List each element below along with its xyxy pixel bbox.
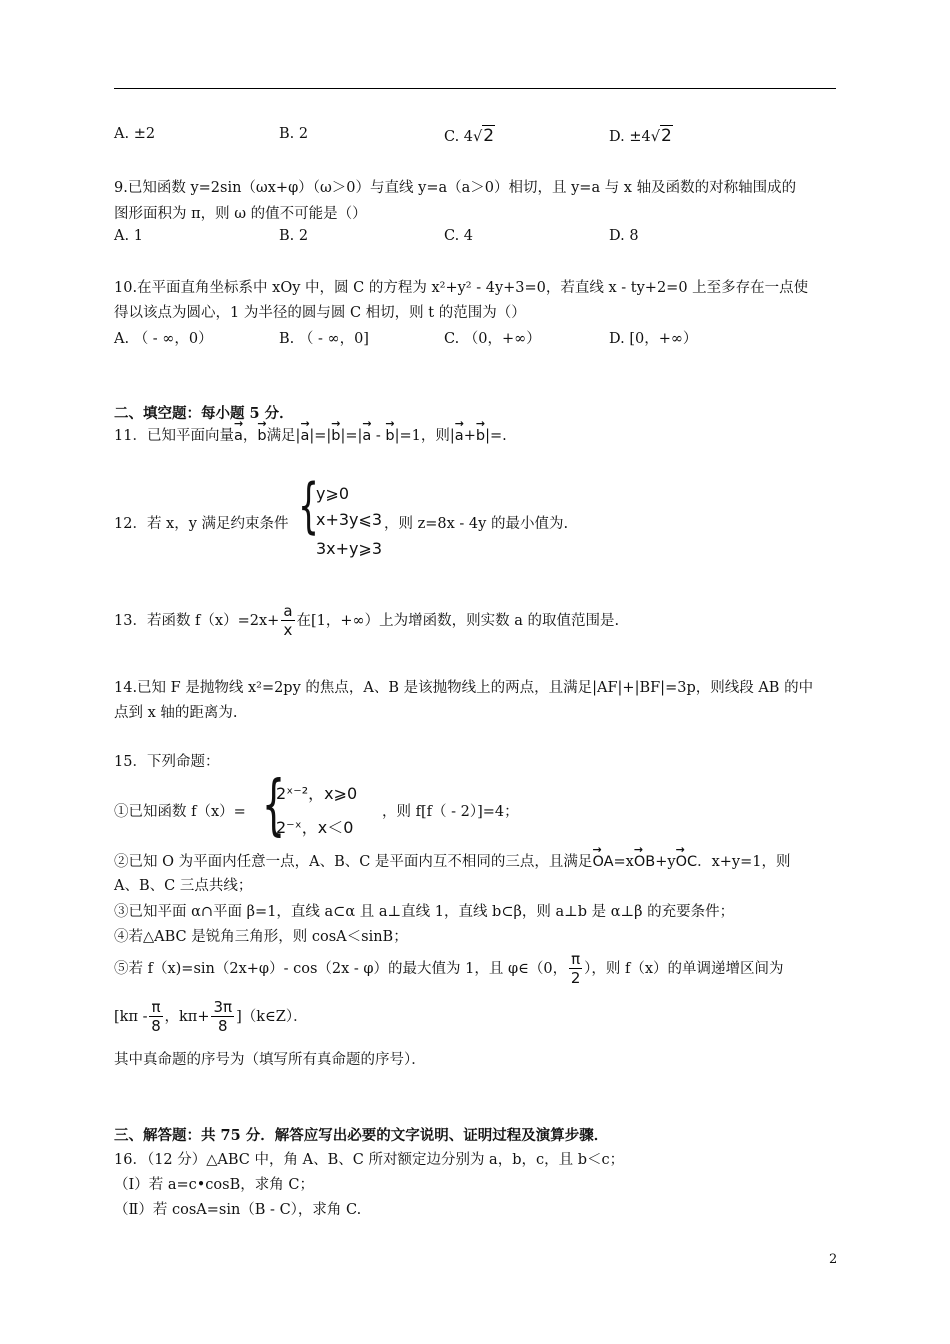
q15-p2-line1: [114, 848, 791, 871]
q11-end: |=.: [485, 428, 507, 444]
q8-option-a: A. ±2: [114, 126, 156, 142]
radicand: 2: [483, 126, 495, 146]
q15-p2-post: ．x+y=1，则: [697, 854, 791, 870]
q9-option-d: D. 8: [609, 228, 639, 244]
q15-p5-fraction-1: [149, 1000, 162, 1034]
q15-p1-case-2: 2⁻ˣ，x＜0: [276, 818, 354, 837]
vector-oa: → OA: [592, 848, 613, 870]
section-3-heading: 三、解答题：共 75 分．解答应写出必要的文字说明、证明过程及演算步骤．: [114, 1127, 609, 1144]
sqrt-icon: √2: [650, 126, 672, 146]
q16-line1: 16．（12 分）△ABC 中，角 A、B、C 所对额定边分别为 a，b，c，且 b＜c；: [114, 1152, 625, 1168]
fraction-numerator: π: [571, 950, 581, 968]
q10-option-d: D. [0，+∞）: [609, 331, 698, 347]
q15-p2-line2: A、B、C 三点共线；: [114, 878, 253, 894]
fraction-denominator: 8: [218, 1017, 228, 1035]
vector-a: → a: [300, 422, 309, 444]
q14-line1: 14.已知 F 是抛物线 x²=2py 的焦点，A、B 是该抛物线上的两点，且满足|AF|+|BF|=3p，则线段 AB 的中: [114, 680, 814, 696]
page-number: 2: [829, 1252, 838, 1267]
q8-option-b: B. 2: [279, 126, 309, 142]
q11-pre: 11．已知平面向量: [114, 428, 234, 444]
q13-fraction: [281, 604, 294, 638]
q15-p2-eq: =x: [613, 854, 634, 870]
q15-p1-post: ，则 f[f（ - 2）]=4；: [382, 804, 519, 820]
q15-p1-case-1: 2ˣ⁻²，x⩾0: [276, 784, 358, 803]
q8-option-c-text: C. 4: [444, 129, 474, 145]
q15-title: 15．下列命题：: [114, 754, 220, 770]
fraction-numerator: π: [151, 998, 161, 1016]
q10-option-a: A. （ - ∞，0）: [114, 331, 213, 347]
left-brace-icon: {: [262, 766, 286, 843]
section-2-heading: 二、填空题：每小题 5 分．: [114, 405, 294, 422]
q15-p1-pre: ①已知函数 f（x）=: [114, 804, 246, 820]
q15-ending: 其中真命题的序号为（填写所有真命题的序号）．: [114, 1052, 426, 1068]
header-rule: [114, 88, 836, 89]
q11-plus: +: [463, 428, 476, 444]
q13: [114, 604, 619, 638]
q11: [114, 422, 507, 445]
q12-pre: 12．若 x，y 满足约束条件: [114, 516, 289, 532]
q15-p2-y: +y: [655, 854, 676, 870]
q9-line1: 9.已知函数 y=2sin（ωx+φ）（ω＞0）与直线 y=a（a＞0）相切，且 y=a 与 x 轴及函数的对称轴围成的: [114, 180, 797, 196]
fraction-numerator: a: [283, 602, 293, 620]
q15-p5-line1: [114, 952, 784, 986]
q15-p3: ③已知平面 α∩平面 β=1，直线 a⊂α 且 a⊥直线 1，直线 b⊂β，则 a⊥b 是 α⊥β 的充要条件；: [114, 904, 735, 920]
q9-line2: 图形面积为 π，则 ω 的值不可能是（）: [114, 206, 367, 222]
vector-b: → b: [476, 422, 485, 444]
vector-ob: → OB: [634, 848, 655, 870]
q11-mid: 满足|: [266, 428, 301, 444]
q13-pre: 13．若函数 f（x）=2x+: [114, 613, 280, 629]
q16-line3: （Ⅱ）若 cosA=sin（B - C），求角 C.: [114, 1202, 362, 1218]
q10-option-c: C. （0，+∞）: [444, 331, 541, 347]
q14-line2: 点到 x 轴的距离为.: [114, 705, 238, 721]
q12-constraint-1: y⩾0: [316, 484, 350, 503]
q10-line1: 10.在平面直角坐标系中 xOy 中，圆 C 的方程为 x²+y² - 4y+3=0，若直线 x - ty+2=0 上至多存在一点使: [114, 280, 809, 296]
q15-p5-pre: ⑤若 f（x)=sin（2x+φ）- cos（2x - φ）的最大值为 1，且 φ∈（0，: [114, 961, 568, 977]
q10-line2: 得以该点为圆心，1 为半径的圆与圆 C 相切，则 t 的范围为（）: [114, 305, 526, 321]
vector-a: → a: [362, 422, 371, 444]
vector-b: → b: [331, 422, 340, 444]
q12-constraint-3: 3x+y⩾3: [316, 539, 383, 558]
q15-p5-l2-b: ，kπ+: [164, 1009, 210, 1025]
q11-sep: |=1，则|: [394, 428, 455, 444]
sqrt-icon: √2: [473, 126, 495, 146]
q11-comma: ，: [242, 428, 258, 444]
q15-p2-pre: ②已知 O 为平面内任意一点，A、B、C 是平面内互不相同的三点，且满足: [114, 854, 593, 870]
q12-constraint-2: x+3y⩽3: [316, 510, 383, 529]
q16-line2: （Ⅰ）若 a=c•cosB，求角 C；: [114, 1177, 314, 1193]
q8-option-c: [444, 126, 495, 146]
q15-p5-post: ），则 f（x）的单调递增区间为: [584, 961, 784, 977]
fraction-numerator: 3π: [213, 998, 233, 1016]
fraction-denominator: x: [283, 621, 293, 639]
q12-post: ，则 z=8x - 4y 的最小值为.: [384, 516, 569, 532]
q10-option-b: B. （ - ∞，0]: [279, 331, 369, 347]
vector-b: → b: [385, 422, 394, 444]
q11-sep: |=|: [340, 428, 363, 444]
vector-a: → a: [234, 422, 243, 444]
q13-post: 在[1，+∞）上为增函数，则实数 a 的取值范围是.: [296, 613, 620, 629]
q9-option-a: A. 1: [114, 228, 143, 244]
q15-p5-l2-a: [kπ -: [114, 1009, 148, 1025]
radicand: 2: [660, 126, 672, 146]
vector-a: → a: [455, 422, 464, 444]
q15-p4: ④若△ABC 是锐角三角形，则 cosA＜sinB；: [114, 929, 408, 945]
fraction-denominator: 2: [570, 969, 581, 987]
q15-p5-fraction-2: [211, 1000, 234, 1034]
q9-option-c: C. 4: [444, 228, 474, 244]
q11-minus: -: [371, 428, 386, 444]
vector-oc: → OC: [676, 848, 698, 870]
q9-option-b: B. 2: [279, 228, 309, 244]
q8-option-d: [609, 126, 673, 146]
left-brace-icon: {: [298, 471, 320, 541]
q11-sep: |=|: [309, 428, 332, 444]
q15-p5-fraction: [569, 952, 582, 986]
vector-b: → b: [257, 422, 266, 444]
q15-p5-line2: [114, 1000, 308, 1034]
q15-p5-l2-c: ]（k∈Z）．: [236, 1009, 308, 1025]
q8-option-d-text: D. ±4: [609, 129, 651, 145]
fraction-denominator: 8: [151, 1017, 161, 1035]
